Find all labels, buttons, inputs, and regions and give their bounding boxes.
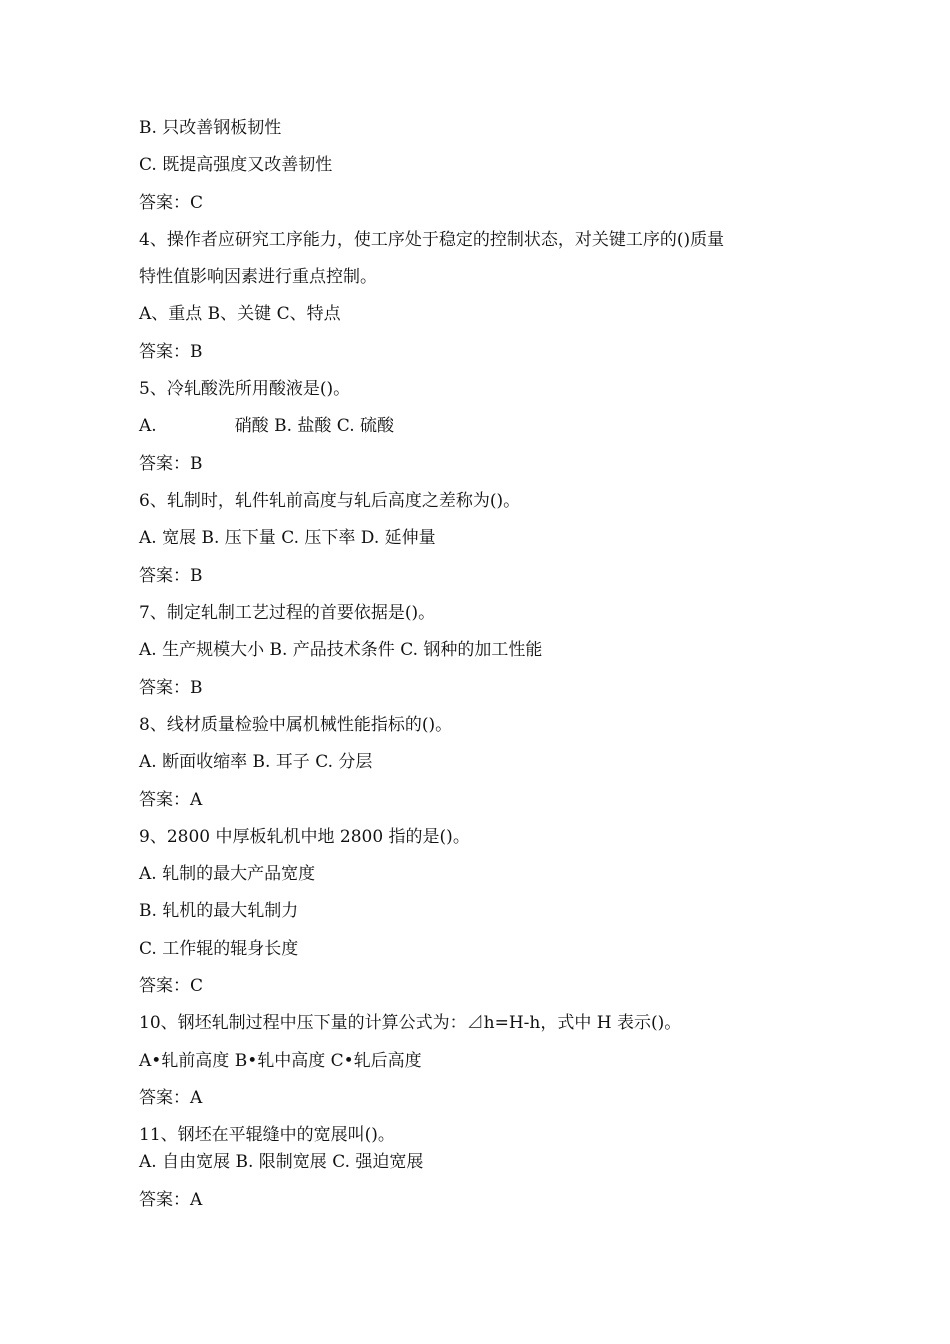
option-line: A. 自由宽展 B. 限制宽展 C. 强迫宽展 [139,1152,424,1172]
answer-line: 答案：B [139,678,203,698]
option-line: A. 轧制的最大产品宽度 [139,864,316,884]
option-line: A. 宽展 B. 压下量 C. 压下率 D. 延伸量 [139,528,436,548]
option-line: C. 既提高强度又改善韧性 [139,155,333,175]
question-line: 9、2800 中厚板轧机中地 2800 指的是()。 [139,827,470,847]
answer-line: 答案：C [139,193,204,213]
option-line: B. 只改善钢板韧性 [139,118,282,138]
answer-line: 答案：C [139,976,204,996]
option-text: 硝酸 B. 盐酸 C. 硫酸 [234,416,395,436]
option-line: A. 生产规模大小 B. 产品技术条件 C. 钢种的加工性能 [139,640,543,660]
question-line: 4、操作者应研究工序能力，使工序处于稳定的控制状态，对关键工序的()质量 [139,230,725,250]
question-line: 6、轧制时，轧件轧前高度与轧后高度之差称为()。 [139,491,521,511]
answer-line: 答案：A [139,1088,203,1108]
option-line: A•轧前高度 B•轧中高度 C•轧后高度 [139,1051,422,1071]
option-label: A. [139,416,157,436]
question-line: 10、钢坯轧制过程中压下量的计算公式为：⊿h=H-h，式中 H 表示()。 [139,1013,682,1033]
answer-line: 答案：B [139,454,203,474]
answer-line: 答案：B [139,566,203,586]
option-line: C. 工作辊的辊身长度 [139,939,299,959]
answer-line: 答案：A [139,790,203,810]
question-line: 特性值影响因素进行重点控制。 [139,267,377,287]
option-line: B. 轧机的最大轧制力 [139,901,299,921]
option-line [139,415,394,437]
option-line: A. 断面收缩率 B. 耳子 C. 分层 [139,752,373,772]
question-line: 11、钢坯在平辊缝中的宽展叫()。 [139,1125,395,1145]
question-line: 7、制定轧制工艺过程的首要依据是()。 [139,603,436,623]
answer-line: 答案：B [139,342,203,362]
question-line: 8、线材质量检验中属机械性能指标的()。 [139,715,453,735]
option-line: A、重点 B、关键 C、特点 [139,304,341,324]
question-line: 5、冷轧酸洗所用酸液是()。 [139,379,351,399]
answer-line: 答案：A [139,1190,203,1210]
